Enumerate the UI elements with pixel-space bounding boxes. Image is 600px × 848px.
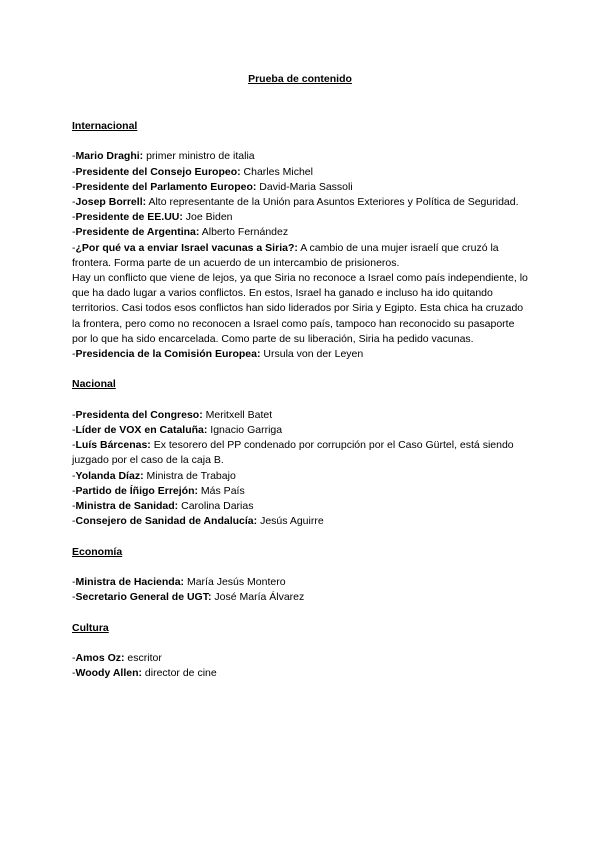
item-text: escritor xyxy=(124,652,162,664)
section-nacional xyxy=(72,377,528,529)
item-text: Más País xyxy=(198,484,245,497)
item-text: Jesús Aguirre xyxy=(257,515,324,528)
explanation-paragraph: Hay un conflicto que viene de lejos, ya que Siria no reconoce a Israel como país independiente, lo que ha dado lugar a varios conflictos. En estos, Israel ha ganado e incluso ha ido quitando territorios. Casi todos esos conflictos han sido liderados por Siria y Egipto. Esta chica ha cruzado la frontera, pero como no reconocen a Israel como país, tampoco han reconocido su pasaporte por lo que ha sido encarcelada. Como parte de su liberación, Siria ha pedido vacunas. xyxy=(72,272,528,345)
item-label: Presidente del Consejo Europeo: xyxy=(75,165,241,178)
list-item: -Presidenta del Congreso: Meritxell Batet xyxy=(72,408,273,421)
list-item: -Mario Draghi: primer ministro de italia xyxy=(72,150,255,163)
item-label: Woody Allen: xyxy=(75,667,142,680)
item-label: Presidente del Parlamento Europeo: xyxy=(75,180,257,193)
list-item: -Josep Borrell: Alto representante de la Unión para Asuntos Exteriores y Política de Seguridad. xyxy=(72,196,519,208)
item-text: Charles Michel xyxy=(240,165,313,178)
item-text: Joe Biden xyxy=(182,211,233,224)
section-economia xyxy=(72,545,528,606)
item-text: Ignacio Garriga xyxy=(207,424,283,437)
item-label: Yolanda Díaz: xyxy=(75,469,144,482)
item-label: Presidencia de la Comisión Europea: xyxy=(75,348,261,361)
item-text: Ursula von der Leyen xyxy=(260,348,364,361)
section-cultura xyxy=(72,621,528,682)
list-item: -Ministra de Hacienda: María Jesús Montero xyxy=(72,576,286,589)
list-item: -Ministra de Sanidad: Carolina Darias xyxy=(72,500,254,513)
document-body xyxy=(72,119,528,681)
section-heading: Economía xyxy=(72,545,123,558)
item-text: Ministra de Trabajo xyxy=(143,469,236,482)
section-heading: Nacional xyxy=(72,378,116,391)
document-title: Prueba de contenido xyxy=(248,73,352,85)
list-item: -Partido de Íñigo Errejón: Más País xyxy=(72,484,245,497)
item-label: Consejero de Sanidad de Andalucía: xyxy=(75,515,258,528)
section-internacional xyxy=(72,119,528,362)
item-text: Carolina Darias xyxy=(178,500,254,513)
list-item: -Presidente del Consejo Europeo: Charles Michel xyxy=(72,165,313,178)
item-text: primer ministro de italia xyxy=(143,150,255,163)
list-item: -Secretario General de UGT: José María Álvarez xyxy=(72,591,305,604)
list-item: -Consejero de Sanidad de Andalucía: Jesús Aguirre xyxy=(72,515,324,528)
item-text: Meritxell Batet xyxy=(202,408,273,421)
item-label: Presidente de Argentina: xyxy=(75,226,200,239)
item-label: Líder de VOX en Cataluña: xyxy=(75,424,208,437)
item-label: Ministra de Sanidad: xyxy=(75,500,179,513)
item-text: Alberto Fernández xyxy=(199,226,289,239)
item-label: Partido de Íñigo Errejón: xyxy=(75,484,199,497)
item-text: María Jesús Montero xyxy=(184,576,286,589)
item-text: director de cine xyxy=(142,667,217,680)
item-text: Alto representante de la Unión para Asuntos Exteriores y Política de Seguridad. xyxy=(146,196,519,208)
item-label: Luís Bárcenas: xyxy=(75,439,151,452)
item-label: Secretario General de UGT: xyxy=(75,591,212,604)
item-text: José María Álvarez xyxy=(211,591,305,604)
item-label: Presidente de EE.UU: xyxy=(75,211,183,224)
list-item: -Presidente de Argentina: Alberto Fernández xyxy=(72,226,289,239)
item-text: David-Maria Sassoli xyxy=(256,180,353,193)
item-label: Josep Borrell: xyxy=(75,196,147,208)
item-text: Ex tesorero del PP condenado por corrupción por el Caso Gürtel, está siendo juzgado por el caso de la caja B. xyxy=(72,439,514,467)
list-item: -Presidente de EE.UU: Joe Biden xyxy=(72,211,233,224)
list-item: -¿Por qué va a enviar Israel vacunas a Siria?: A cambio de una mujer israelí que cruzó la frontera. Forma parte de un acuerdo de un intercambio de prisioneros. xyxy=(72,241,499,269)
list-item: -Amos Oz: escritor xyxy=(72,652,162,664)
section-heading: Cultura xyxy=(72,621,109,634)
section-heading: Internacional xyxy=(72,120,138,132)
list-item: -Líder de VOX en Cataluña: Ignacio Garriga xyxy=(72,424,283,437)
item-label: Mario Draghi: xyxy=(75,150,144,163)
list-item: -Yolanda Díaz: Ministra de Trabajo xyxy=(72,469,236,482)
item-label: Presidenta del Congreso: xyxy=(75,408,203,421)
item-text: A cambio de una mujer israelí que cruzó la frontera. Forma parte de un acuerdo de un intercambio de prisioneros. xyxy=(72,241,499,269)
list-item: -Luís Bárcenas: Ex tesorero del PP condenado por corrupción por el Caso Gürtel, está siendo juzgado por el caso de la caja B. xyxy=(72,439,514,467)
item-label: ¿Por qué va a enviar Israel vacunas a Siria?: xyxy=(75,241,298,254)
list-item: -Presidente del Parlamento Europeo: David-Maria Sassoli xyxy=(72,180,353,193)
list-item: -Presidencia de la Comisión Europea: Ursula von der Leyen xyxy=(72,348,364,361)
item-label: Amos Oz: xyxy=(75,652,125,664)
item-label: Ministra de Hacienda: xyxy=(75,576,185,589)
list-item: -Woody Allen: director de cine xyxy=(72,667,217,680)
